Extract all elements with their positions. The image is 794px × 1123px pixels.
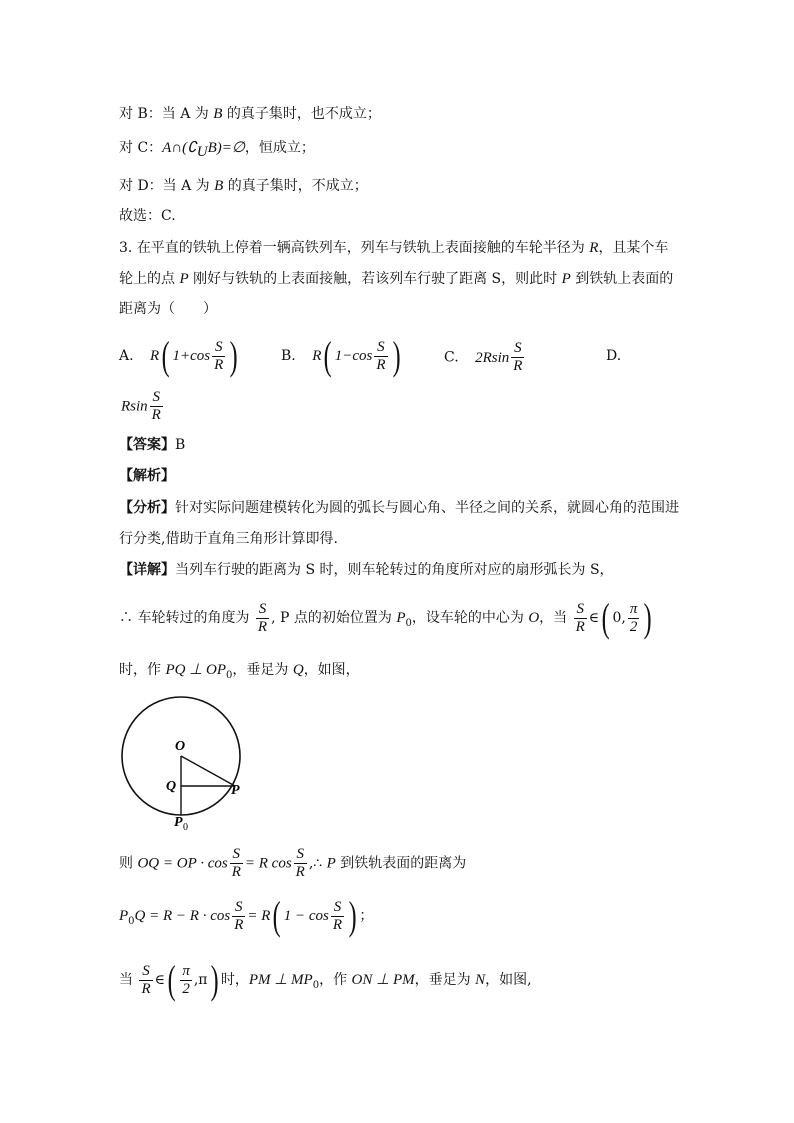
- text-span: ，垂足为: [232, 662, 293, 678]
- text-span: 当列车行驶的距离为 S 时，则车轮转过的角度所对应的扇形弧长为 S，: [175, 562, 614, 578]
- paren-right: ): [348, 893, 357, 938]
- label-o: O: [175, 739, 186, 754]
- math-expr: PQ ⊥ OP: [165, 662, 227, 678]
- text-span: ,∴: [308, 855, 327, 872]
- text-span: 的真子集时，也不成立；: [222, 106, 381, 122]
- math-expr: 1+cos: [172, 348, 211, 364]
- math-expr: PM ⊥ MP: [248, 972, 313, 988]
- answer-line: [119, 435, 185, 455]
- option-d-value: [121, 389, 165, 424]
- text-span: ，恒成立；: [244, 140, 315, 156]
- fraction: $\frac{S}{R}$: [214, 338, 224, 373]
- fraction: $\frac{S}{R}$: [575, 600, 585, 635]
- detail-tag: 【详解】: [119, 562, 175, 578]
- fraction: $\frac{S}{R}$: [234, 898, 244, 933]
- solution-step: $P_0Q = R - R \cdot \cos$ $\frac{S}{R}$ = R( 1 − cos $\frac{S}{R}$ ) ；: [119, 893, 374, 938]
- math-symbol: ∈: [154, 972, 165, 988]
- math-var: O: [528, 610, 540, 626]
- wheel-figure: [110, 695, 260, 835]
- question-line: 距离为（ ）: [119, 301, 217, 317]
- text-span: ∴ 车轮转过的角度为: [119, 610, 254, 626]
- math-var: R: [150, 348, 160, 364]
- fenxi-line: [119, 498, 679, 518]
- math-var: P: [326, 855, 336, 872]
- text-span: 对 D：当 A 为: [119, 178, 215, 194]
- fraction: $\frac{S}{R}$: [295, 846, 305, 880]
- text-span: ，设车轮的中心为: [411, 610, 529, 626]
- fraction: $\frac{\pi}{2}$: [182, 962, 190, 997]
- paren-left: (: [273, 893, 282, 938]
- paren-left: (: [324, 333, 333, 378]
- math-sub: U: [196, 143, 208, 160]
- text-span: ，作: [319, 972, 352, 988]
- math-expr: = R: [247, 908, 271, 924]
- option-label: A.: [119, 348, 134, 364]
- text-line: [119, 104, 381, 124]
- fenxi-tag: 【分析】: [119, 500, 175, 516]
- math-expr: ON ⊥ PM: [351, 972, 415, 988]
- option-label: B.: [281, 348, 296, 364]
- paren-right: ): [210, 957, 219, 1002]
- text-span: 刚好与铁轨的上表面接触，若该列车行驶了距离 S，则此时: [188, 271, 562, 287]
- text-span: ，且某个车: [598, 240, 669, 256]
- math-var: P: [119, 908, 129, 924]
- text-span: 到铁轨表面的距离为: [335, 855, 467, 872]
- text-span: 时，作: [119, 662, 166, 678]
- fraction: $\frac{S}{R}$: [151, 389, 161, 423]
- text-span: 到铁轨上表面的: [570, 271, 674, 287]
- paren-right: ): [392, 333, 401, 378]
- text-span: ，如图,: [485, 972, 532, 988]
- text-span: ；: [359, 908, 374, 924]
- text-span: ，当: [539, 610, 572, 626]
- label-p0-sub: 0: [183, 822, 188, 833]
- paren-right: ): [229, 333, 238, 378]
- label-p0: P: [174, 815, 183, 830]
- math-expr: 1 − cos: [283, 908, 329, 924]
- text-line: 故选：C.: [119, 208, 176, 224]
- fenxi-line: 行分类,借助于直角三角形计算即得.: [119, 531, 338, 547]
- text-span: 对 C：: [119, 140, 163, 156]
- option-c: [444, 340, 526, 375]
- text-span: 时，: [220, 972, 249, 988]
- math-expr: ,π: [193, 972, 208, 988]
- math-expr: Rsin: [121, 398, 148, 415]
- text-span: 对 B：当 A 为: [119, 106, 214, 122]
- paren-left: (: [601, 595, 610, 640]
- math-expr: OQ = OP · cos: [137, 855, 228, 872]
- solution-step: ∴ 车轮转过的角度为 $\frac{S}{R}$ , P 点的初始位置为 $P_0$，设车轮的中心为 O，当 $\frac{S}{R}$ ∈( 0, $\frac{\pi}{2}$ ): [119, 595, 653, 640]
- question-line: [119, 269, 673, 289]
- option-label: C.: [444, 349, 459, 366]
- text-span: , P 点的初始位置为: [271, 610, 397, 626]
- paren-left: (: [167, 957, 176, 1002]
- option-d: [606, 348, 621, 364]
- text-span: 针对实际问题建模转化为圆的弧长与圆心角、半径之间的关系，就圆心角的范围进: [175, 500, 679, 516]
- math-expr: B)=∅: [207, 140, 245, 156]
- option-a: [119, 333, 241, 378]
- math-var: B: [214, 178, 224, 194]
- text-span: ，垂足为: [414, 972, 476, 988]
- math-var: N: [475, 972, 486, 988]
- solution-step: 时，作 PQ ⊥ $OP_0$，垂足为 Q，如图，: [119, 662, 360, 681]
- text-span: 的真子集时，不成立；: [223, 178, 368, 194]
- fraction: $\frac{S}{R}$: [332, 898, 343, 933]
- math-var: P: [179, 271, 189, 287]
- answer-tag: 【答案】: [119, 437, 175, 453]
- fraction: $\frac{S}{R}$: [257, 600, 268, 635]
- text-span: 3. 在平直的铁轨上停着一辆高铁列车，列车与铁轨上表面接触的车轮半径为: [119, 240, 590, 256]
- option-b: [281, 333, 403, 378]
- analysis-tag: 【解析】: [119, 468, 175, 484]
- detail-line: [119, 560, 614, 580]
- fraction: $\frac{S}{R}$: [376, 338, 386, 373]
- math-var: R: [312, 348, 322, 364]
- math-var: P: [561, 271, 571, 287]
- solution-step: 当 $\frac{S}{R}$ ∈( $\frac{\pi}{2}$ ,π) 时，PM ⊥ $MP_0$，作 ON ⊥ PM，垂足为 N，如图,: [119, 957, 532, 1002]
- fraction: $\frac{S}{R}$: [141, 962, 151, 997]
- fraction: $\frac{S}{R}$: [513, 340, 523, 374]
- text-span: 当: [119, 972, 138, 988]
- math-expr: 2Rsin: [475, 349, 510, 366]
- paren-right: ): [644, 595, 653, 640]
- option-label: D.: [606, 348, 622, 364]
- math-expr: 1−cos: [334, 348, 373, 364]
- answer-value: B: [175, 437, 186, 453]
- paren-left: (: [161, 333, 170, 378]
- math-expr: Q = R − R · cos: [134, 908, 231, 924]
- radius-op: [181, 756, 235, 786]
- fraction: $\frac{S}{R}$: [231, 846, 241, 880]
- math-expr: 0,: [612, 610, 626, 626]
- math-var: Q: [292, 662, 304, 678]
- math-var: R: [589, 240, 599, 256]
- text-span: 则: [119, 855, 138, 872]
- math-var: P: [396, 610, 406, 626]
- fraction: $\frac{\pi}{2}$: [629, 600, 638, 635]
- label-p: P: [231, 783, 240, 798]
- solution-step: [119, 846, 466, 881]
- text-span: ，如图，: [303, 662, 360, 678]
- math-expr: A∩(∁: [162, 140, 197, 156]
- math-expr: = R cos: [244, 855, 292, 872]
- text-line: [119, 138, 315, 162]
- question-line: [119, 238, 668, 258]
- text-span: 轮上的点: [119, 271, 180, 287]
- label-q: Q: [166, 779, 177, 794]
- math-var: B: [213, 106, 223, 122]
- text-line: [119, 176, 368, 196]
- math-symbol: ∈: [588, 610, 600, 626]
